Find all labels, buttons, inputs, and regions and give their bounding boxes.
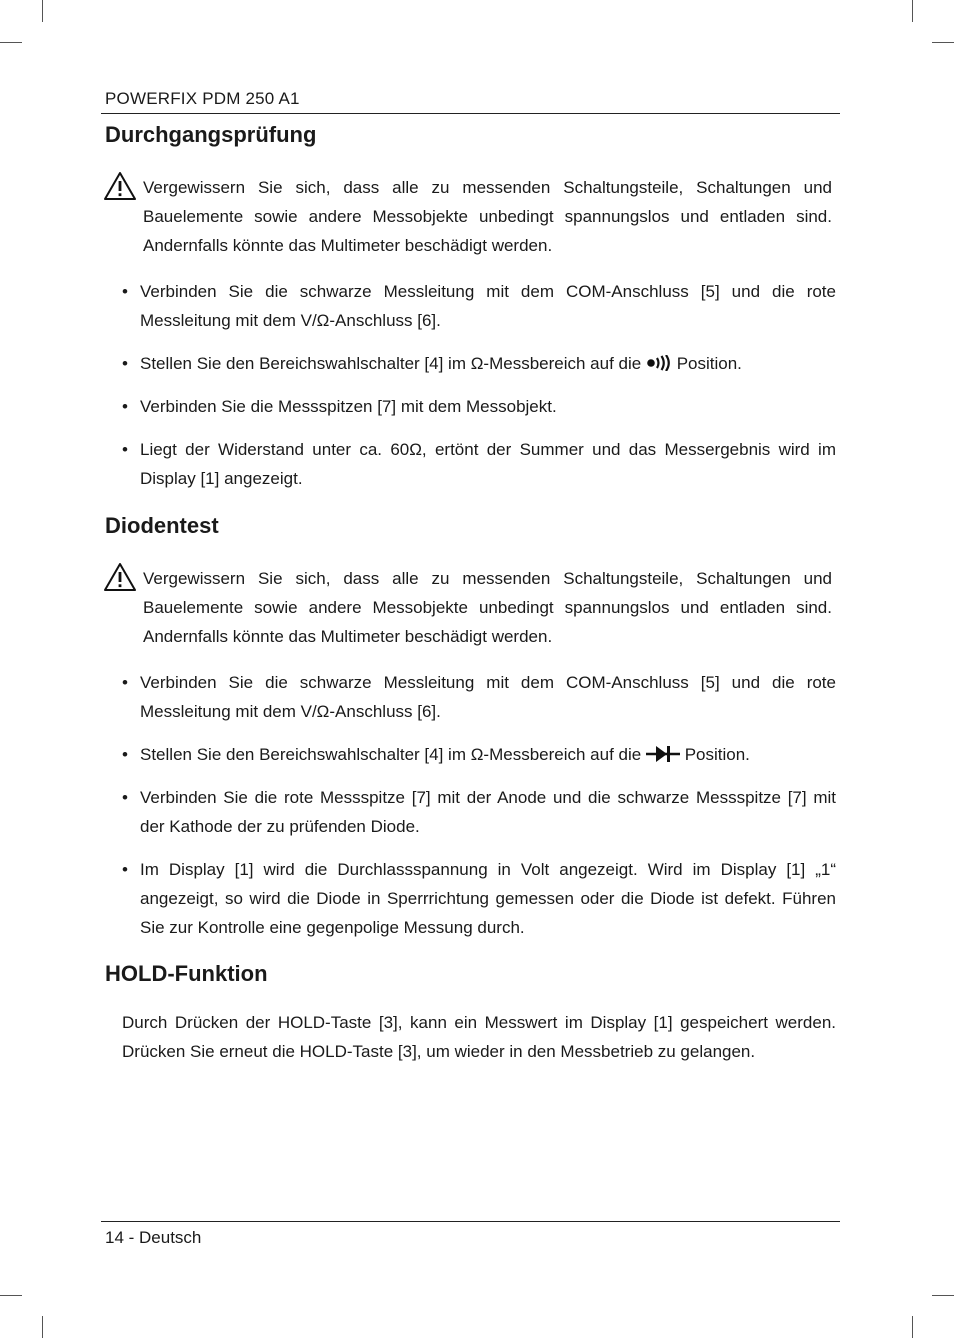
header-rule [101,113,840,114]
crop-mark [0,42,22,43]
warning-text: Vergewissern Sie sich, dass alle zu messenden Schaltungsteile, Schaltungen und Bauelemente sowie andere Messobjekte unbedingt spannungslos und entladen sind. Andernfalls könnte das Multimeter beschädigt werden. [143,178,832,255]
bullet-icon: • [122,788,128,807]
continuity-buzzer-icon [646,355,672,371]
bullet-icon: • [122,354,128,373]
crop-mark [932,42,954,43]
bullet-icon: • [122,397,128,416]
footer-rule [101,1221,840,1222]
page-number: 14 - Deutsch [105,1228,202,1247]
diode-icon [646,745,680,763]
crop-mark [42,0,43,22]
bullet-icon: • [122,440,128,459]
bullet-icon: • [122,673,128,692]
crop-mark [912,0,913,22]
section-heading-diode-test: Diodentest [105,513,219,538]
crop-mark [932,1295,954,1296]
warning-triangle-icon [103,171,137,201]
bullet-icon: • [122,745,128,764]
hold-paragraph: Durch Drücken der HOLD-Taste [3], kann ein Messwert im Display [1] gespeichert werden. Drücken Sie erneut die HOLD-Taste [3], um wieder in den Messbetrieb zu gelangen. [122,1013,836,1061]
crop-mark [912,1316,913,1338]
section-heading-continuity: Durchgangsprüfung [105,122,317,147]
bullet-icon: • [122,282,128,301]
warning-triangle-icon [103,562,137,592]
section-heading-hold-function: HOLD-Funktion [105,961,268,986]
bullet-icon: • [122,860,128,879]
warning-text: Vergewissern Sie sich, dass alle zu messenden Schaltungsteile, Schaltungen und Bauelemente sowie andere Messobjekte unbedingt spannungslos und entladen sind. Andernfalls könnte das Multimeter beschädigt werden. [143,569,832,646]
crop-mark [0,1295,22,1296]
header-title: POWERFIX PDM 250 A1 [105,89,300,108]
crop-mark [42,1316,43,1338]
